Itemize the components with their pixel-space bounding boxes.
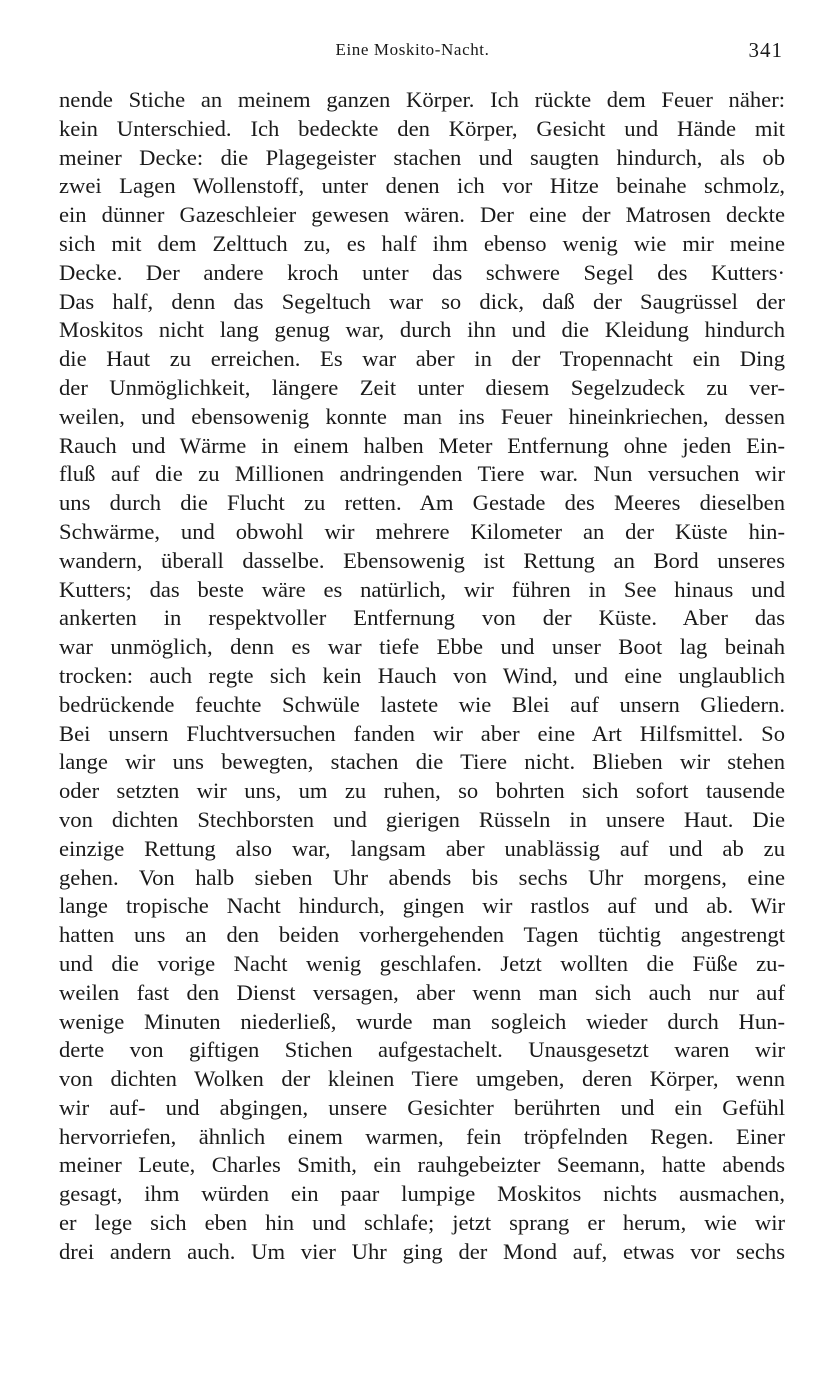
text-line: er lege sich eben hin und schlafe; jetzt sprang er herum, wie wir <box>59 1210 785 1236</box>
text-line: gehen. Von halb sieben Uhr abends bis sechs Uhr morgens, eine <box>59 864 785 890</box>
text-line: Kutters; das beste wäre es natürlich, wir führen in See hinaus und <box>59 576 785 602</box>
text-line: lange wir uns bewegten, stachen die Tiere nicht. Blieben wir stehen <box>59 749 785 775</box>
text-line: von dichten Stechborsten und gierigen Rüsseln in unsere Haut. Die <box>59 806 785 832</box>
page-number: 341 <box>748 38 783 62</box>
text-line: derte von giftigen Stichen aufgestachelt. Unausgesetzt waren wir <box>59 1037 785 1063</box>
text-line: die Haut zu erreichen. Es war aber in der Tropennacht ein Ding <box>59 346 785 372</box>
text-line: war unmöglich, denn es war tiefe Ebbe und unser Boot lag beinah <box>59 634 785 660</box>
text-line: meiner Leute, Charles Smith, ein rauhgebeizter Seemann, hatte abends <box>59 1152 785 1178</box>
text-line: gesagt, ihm würden ein paar lumpige Moskitos nichts ausmachen, <box>59 1181 785 1207</box>
text-line: Decke. Der andere kroch unter das schwere Segel des Kutters· <box>59 259 785 285</box>
running-title: Eine Moskito-Nacht. <box>335 40 490 59</box>
text-line: fluß auf die zu Millionen andringenden Tiere war. Nun versuchen wir <box>59 461 785 487</box>
text-line: oder setzten wir uns, um zu ruhen, so bohrten sich sofort tausende <box>59 778 785 804</box>
text-line: Schwärme, und obwohl wir mehrere Kilometer an der Küste hin- <box>59 518 785 544</box>
text-line: Moskitos nicht lang genug war, durch ihn und die Kleidung hindurch <box>59 317 785 343</box>
text-line: drei andern auch. Um vier Uhr ging der Mond auf, etwas vor sechs <box>59 1238 785 1264</box>
text-line: ein dünner Gazeschleier gewesen wären. Der eine der Matrosen deckte <box>59 202 785 228</box>
text-line: meiner Decke: die Plagegeister stachen und saugten hindurch, als ob <box>59 144 785 170</box>
running-header <box>0 38 825 68</box>
text-line: Das half, denn das Segeltuch war so dick, daß der Saugrüssel der <box>59 288 785 314</box>
text-line: uns durch die Flucht zu retten. Am Gestade des Meeres dieselben <box>59 490 785 516</box>
text-line: der Unmöglichkeit, längere Zeit unter diesem Segelzudeck zu ver- <box>59 374 785 400</box>
text-line: sich mit dem Zelttuch zu, es half ihm ebenso wenig wie mir meine <box>59 230 785 256</box>
text-line: wenige Minuten niederließ, wurde man sogleich wieder durch Hun- <box>59 1008 785 1034</box>
text-line: nende Stiche an meinem ganzen Körper. Ich rückte dem Feuer näher: <box>59 87 785 112</box>
text-line: hatten uns an den beiden vorhergehenden Tagen tüchtig angestrengt <box>59 922 785 948</box>
text-line: einzige Rettung also war, langsam aber unablässig auf und ab zu <box>59 835 785 861</box>
text-line: hervorriefen, ähnlich einem warmen, fein tröpfelnden Regen. Einer <box>59 1123 785 1149</box>
text-line: trocken: auch regte sich kein Hauch von Wind, und eine unglaublich <box>59 662 785 688</box>
text-line: Bei unsern Fluchtversuchen fanden wir aber eine Art Hilfsmittel. So <box>59 720 785 746</box>
text-line: Rauch und Wärme in einem halben Meter Entfernung ohne jeden Ein- <box>59 432 785 458</box>
text-line: weilen fast den Dienst versagen, aber wenn man sich auch nur auf <box>59 979 785 1005</box>
text-line: lange tropische Nacht hindurch, gingen wir rastlos auf und ab. Wir <box>59 893 785 919</box>
text-line: kein Unterschied. Ich bedeckte den Körper, Gesicht und Hände mit <box>59 115 785 141</box>
text-line: bedrückende feuchte Schwüle lastete wie Blei auf unsern Gliedern. <box>59 691 785 717</box>
text-line: und die vorige Nacht wenig geschlafen. Jetzt wollten die Füße zu- <box>59 950 785 976</box>
text-line: von dichten Wolken der kleinen Tiere umgeben, deren Körper, wenn <box>59 1066 785 1092</box>
text-line: zwei Lagen Wollenstoff, unter denen ich vor Hitze beinahe schmolz, <box>59 173 785 199</box>
text-line: wir auf- und abgingen, unsere Gesichter berührten und ein Gefühl <box>59 1094 785 1120</box>
text-line: ankerten in respektvoller Entfernung von der Küste. Aber das <box>59 605 785 631</box>
text-line: weilen, und ebensowenig konnte man ins Feuer hineinkriechen, dessen <box>59 403 785 429</box>
body-text <box>59 86 785 1267</box>
text-line: wandern, überall dasselbe. Ebensowenig ist Rettung an Bord unseres <box>59 547 785 573</box>
